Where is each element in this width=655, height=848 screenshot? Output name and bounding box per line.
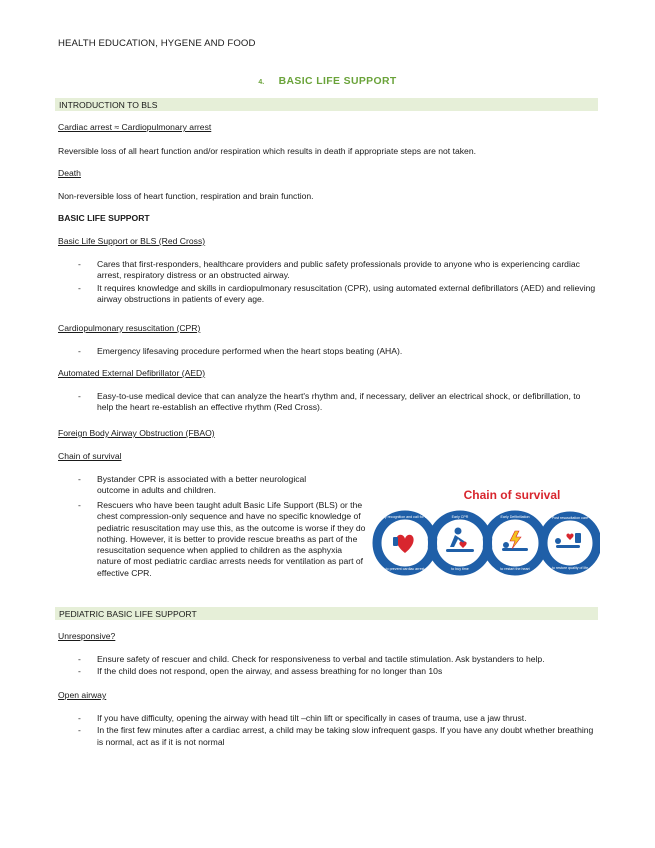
- death-heading: Death: [58, 168, 81, 178]
- unresponsive-bullet-list: [78, 654, 598, 679]
- list-item: - If you have difficulty, opening the airway with head tilt –chin lift or specifically in cases of trauma, use a jaw thrust.: [78, 713, 527, 723]
- cardiac-arrest-text: Reversible loss of all heart function and/or respiration which results in death if appropriate steps are not taken.: [58, 146, 476, 156]
- chain-title: Chain of survival: [463, 488, 561, 502]
- list-item: - Rescuers who have been taught adult Basic Life Support (BLS) or the chest compression-only sequence and have no specific knowledge of pediatric resuscitation may use this, as the outcome is worse if they do nothing. However, it is better to provide rescue breaths as part of the resuscitation sequence when applied to children as the asphyxia nature of most pediatric cardiac arrests needs for ventilation as part of effective CPR.: [78, 500, 366, 578]
- fbao-heading: Foreign Body Airway Obstruction (FBAO): [58, 428, 215, 438]
- cardiac-arrest-heading: Cardiac arrest ≈ Cardiopulmonary arrest: [58, 122, 212, 132]
- document-header: HEALTH EDUCATION, HYGENE AND FOOD: [58, 38, 256, 49]
- cpr-heading: Cardiopulmonary resuscitation (CPR): [58, 323, 201, 333]
- chain-bullet-list: [78, 474, 333, 498]
- list-item: - Easy-to-use medical device that can analyze the heart's rhythm and, if necessary, deliver an electrical shock, or defibrillation, to help the heart re-establish an effective rhythm (Red Cross).: [78, 391, 581, 413]
- death-text: Non-reversible loss of heart function, respiration and brain function.: [58, 191, 314, 201]
- ring-sublabel-2: to buy time: [451, 567, 469, 571]
- cpr-bullet-list: [78, 346, 598, 358]
- list-item: - In the first few minutes after a cardiac arrest, a child may be taking slow infrequent gasps. If you have any doubt whether breathing is normal, act as if it is not normal: [78, 725, 594, 747]
- bls-subheading: Basic Life Support or BLS (Red Cross): [58, 236, 206, 246]
- list-item: - Emergency lifesaving procedure performed when the heart stops beating (AHA).: [78, 346, 403, 356]
- section-title-text: BASIC LIFE SUPPORT: [278, 76, 397, 87]
- aed-bullet-list: [78, 391, 598, 415]
- bls-heading: BASIC LIFE SUPPORT: [58, 213, 150, 223]
- unresponsive-heading: Unresponsive?: [58, 631, 116, 641]
- pediatric-band: PEDIATRIC BASIC LIFE SUPPORT: [55, 607, 598, 620]
- ring-sublabel-3: to restart the heart: [500, 567, 530, 571]
- bls-bullet-list: [78, 259, 598, 306]
- list-item: - Cares that first-responders, healthcare providers and public safety professionals provide to anyone who is experiencing cardiac arrest, respiratory distress or an obstructed airway.: [78, 259, 580, 281]
- list-item: - Ensure safety of rescuer and child. Check for responsiveness to verbal and tactile stimulation. Ask bystanders to help.: [78, 654, 545, 664]
- ring-label-2: Early CPR: [451, 515, 469, 519]
- ring-label-1: Early recognition and call for help: [378, 515, 432, 519]
- list-item: - If the child does not respond, open the airway, and assess breathing for no longer than 10s: [78, 666, 443, 677]
- list-item: - It requires knowledge and skills in cardiopulmonary resuscitation (CPR), using automated external defibrillators (AED) and relieving airway obstructions in patients of every age.: [78, 282, 596, 304]
- airway-heading: Open airway: [58, 690, 107, 700]
- ring-label-4: Post resuscitation care: [551, 516, 589, 520]
- aed-heading: Automated External Defibrillator (AED): [58, 368, 206, 378]
- ring-sublabel-1: to prevent cardiac arrest: [385, 567, 425, 571]
- chain-bullet-list-2: [78, 500, 400, 580]
- section-title: [0, 76, 655, 87]
- chain-of-survival-image: [372, 485, 600, 585]
- intro-band: INTRODUCTION TO BLS: [55, 98, 598, 111]
- ring-label-3: Early Defibrillation: [500, 515, 530, 519]
- airway-bullet-list: [78, 713, 598, 749]
- ring-sublabel-4: to restore quality of life: [551, 566, 589, 570]
- list-item: - Bystander CPR is associated with a better neurological outcome in adults and children.: [78, 474, 307, 496]
- chain-heading: Chain of survival: [58, 451, 122, 461]
- section-number: 4.: [258, 79, 265, 86]
